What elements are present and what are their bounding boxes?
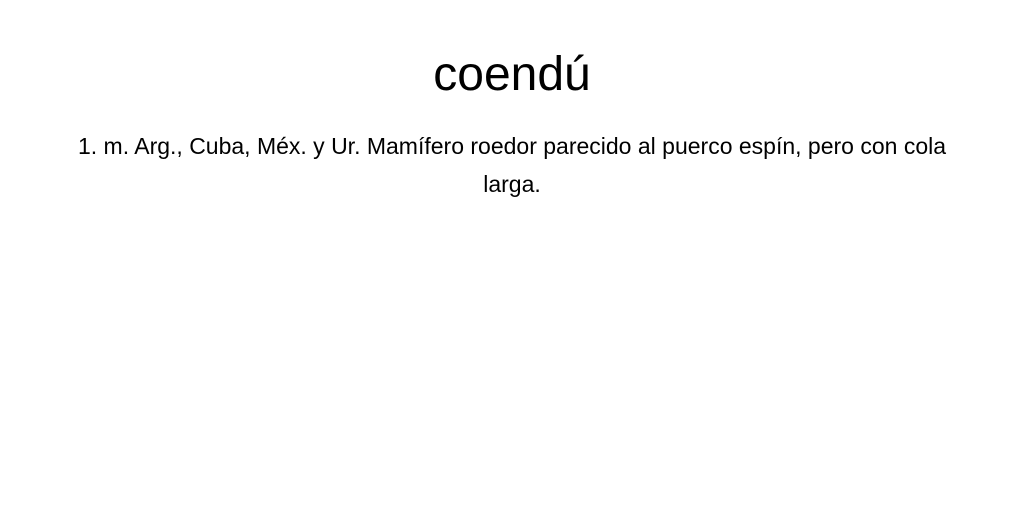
headword-title: coendú <box>433 48 591 101</box>
definition-text: 1. m. Arg., Cuba, Méx. y Ur. Mamífero roedor parecido al puerco espín, pero con cola larga. <box>77 133 947 197</box>
